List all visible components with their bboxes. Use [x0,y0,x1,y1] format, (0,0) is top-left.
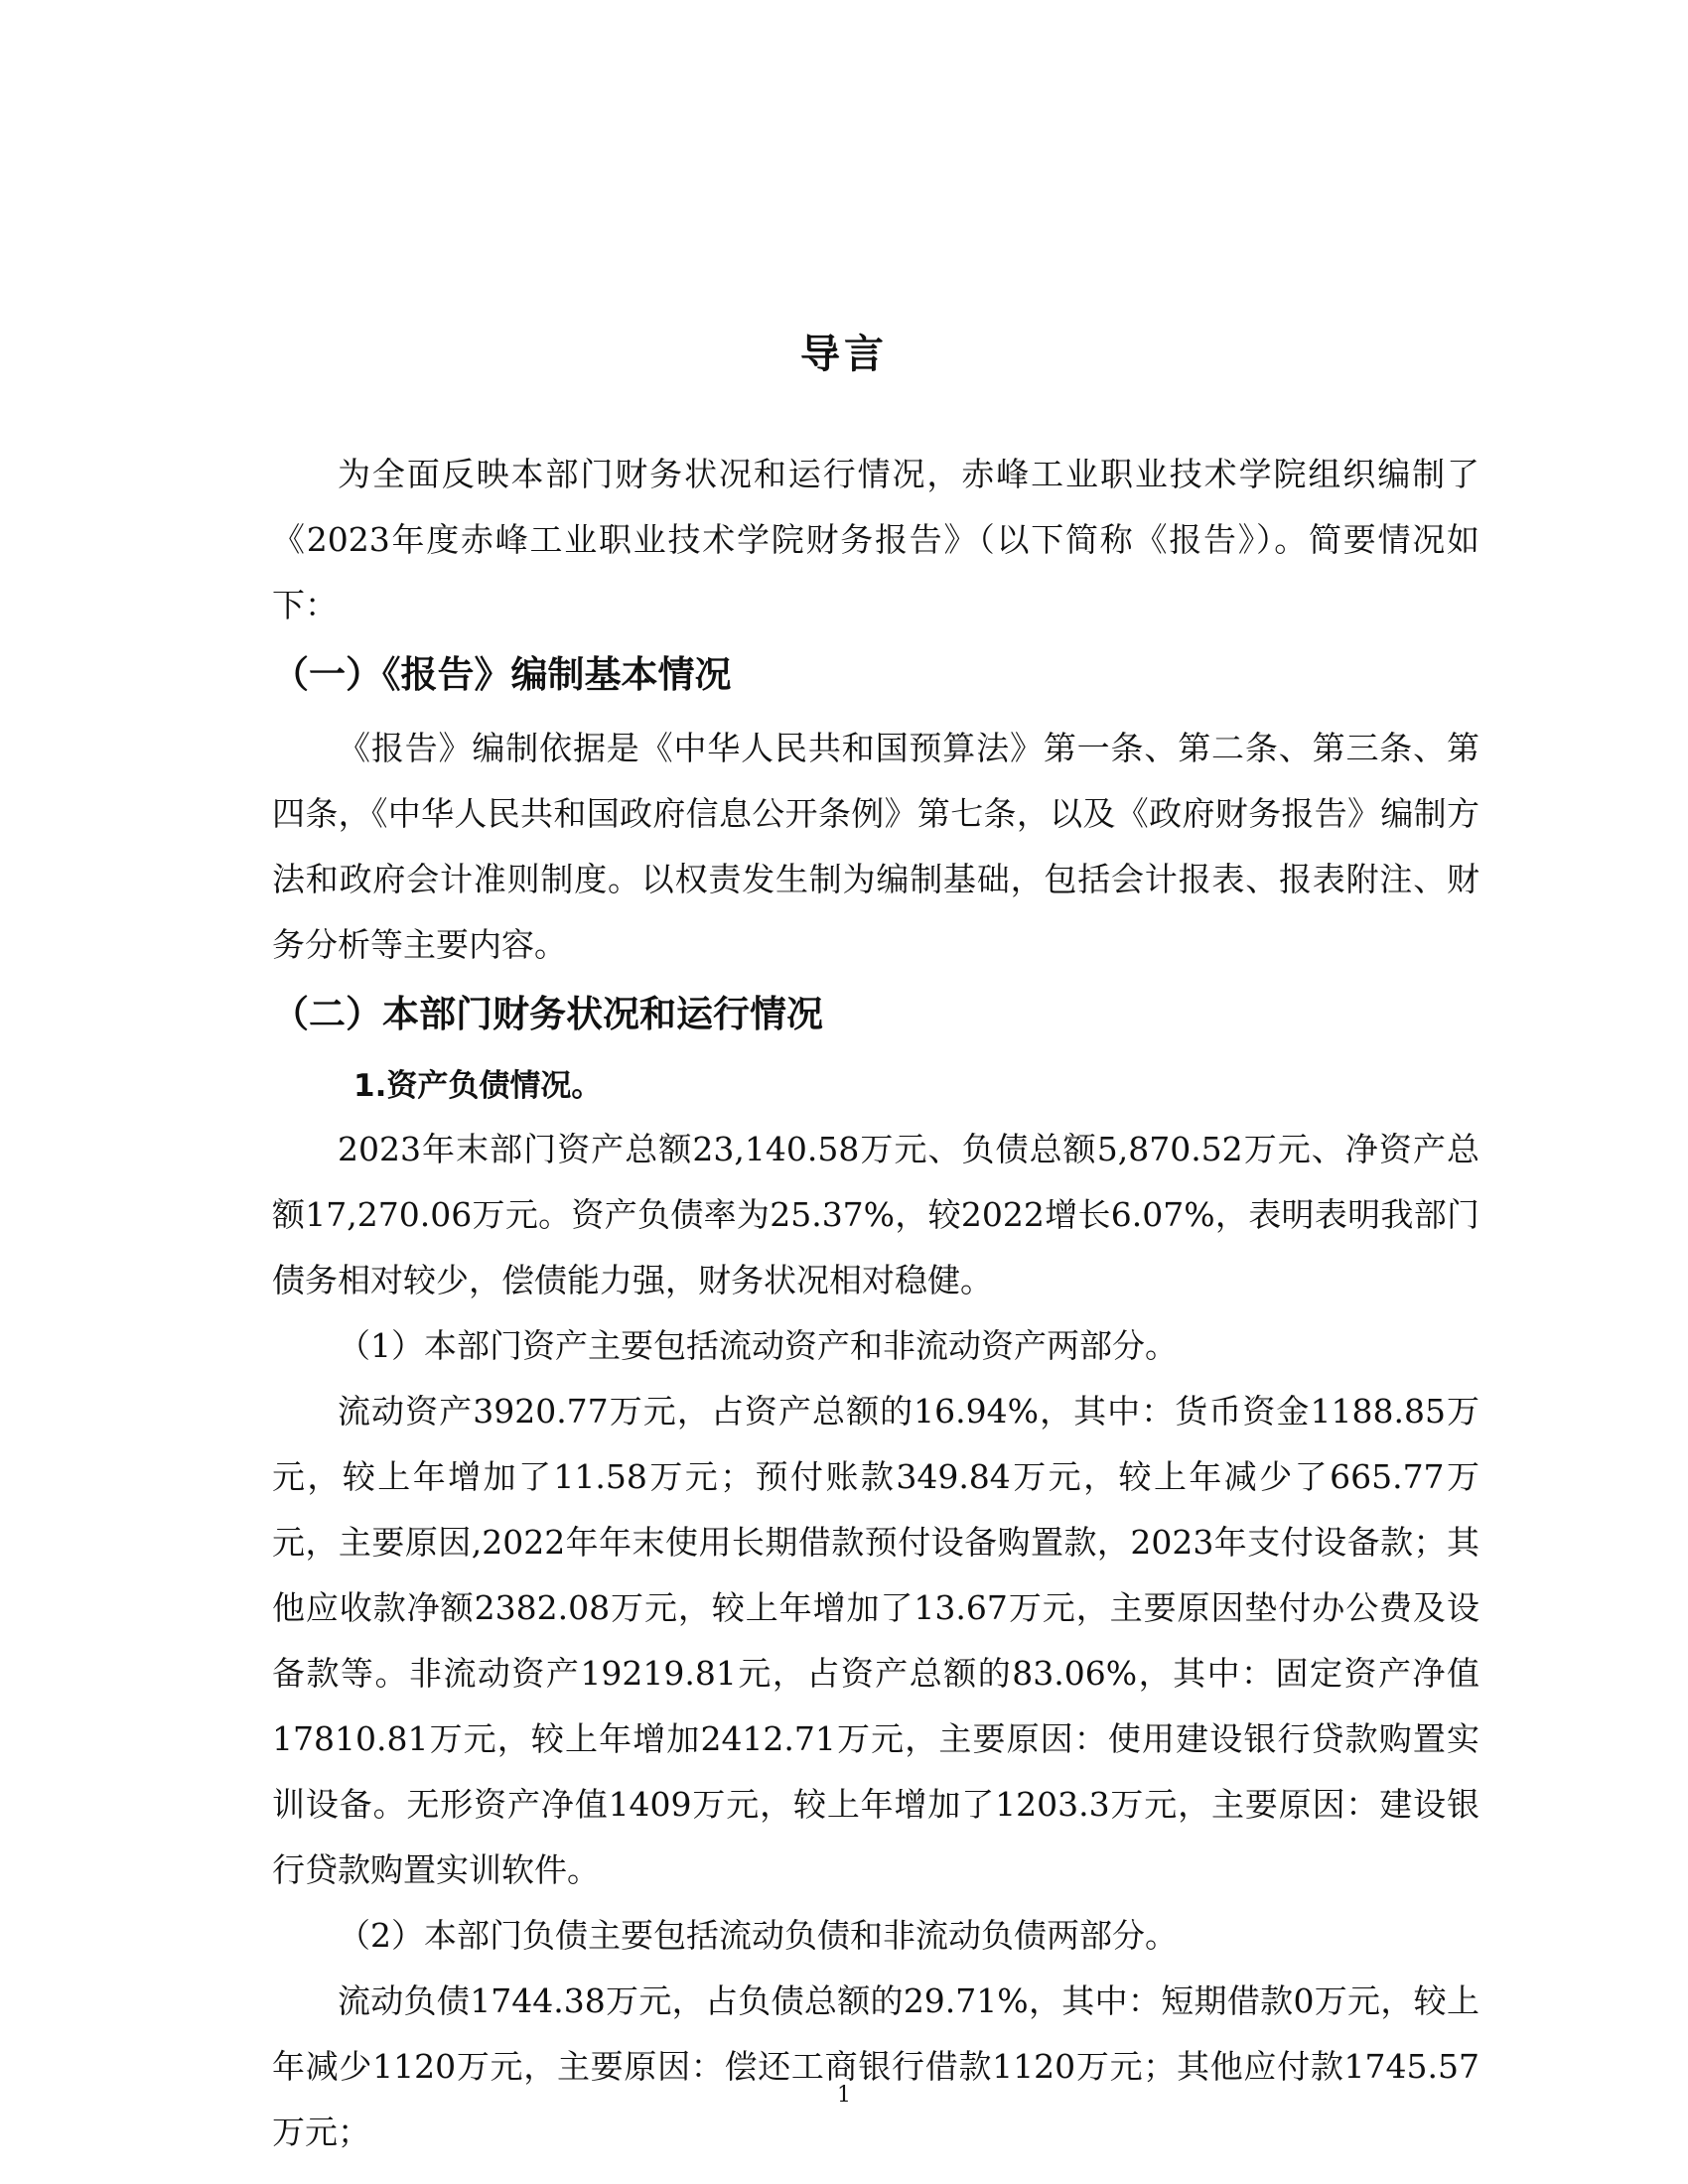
assets-intro-paragraph: （1）本部门资产主要包括流动资产和非流动资产两部分。 [338,1326,1178,1365]
section-1-paragraph: 《报告》编制依据是《中华人民共和国预算法》第一条、第二条、第三条、第四条，《中华人民共和国政府信息公开条例》第七条，以及《政府财务报告》编制方法和政府会计准则制度。以权责发生制为编制基础，包括会计报表、报表附注、财务分析等主要内容。 [272,729,1479,964]
assets-detail-paragraph: 流动资产3920.77万元，占资产总额的16.94%，其中：货币资金1188.85万元，较上年增加了11.58万元；预付账款349.84万元，较上年减少了665.77万元，主要原因,2022年年末使用长期借款预付设备购置款，2023年支付设备款；其他应收款净额2382.08万元，较上年增加了13.67万元，主要原因垫付办公费及设备款等。非流动资产19219.81元，占资产总额的83.06%，其中：固定资产净值17810.81万元，较上年增加2412.71万元，主要原因：使用建设银行贷款购置实训设备。无形资产净值1409万元，较上年增加了1203.3万元，主要原因：建设银行贷款购置实训软件。 [272,1392,1479,1889]
document-body [272,442,1479,2165]
section-2-heading: （二）本部门财务状况和运行情况 [272,993,823,1035]
subsection-1-heading: 1.资产负债情况。 [353,1068,603,1104]
assets-liabilities-paragraph: 2023年末部门资产总额23,140.58万元、负债总额5,870.52万元、净资产总额17,270.06万元。资产负债率为25.37%，较2022增长6.07%，表明表明我部门债务相对较少，偿债能力强，财务状况相对稳健。 [272,1130,1479,1299]
page-number: 1 [837,2083,851,2108]
liabilities-detail-paragraph: 流动负债1744.38万元，占负债总额的29.71%，其中：短期借款0万元，较上年减少1120万元，主要原因：偿还工商银行借款1120万元；其他应付款1745.57万元； [272,1981,1479,2151]
page-title: 导言 [800,332,888,377]
liabilities-intro-paragraph: （2）本部门负债主要包括流动负债和非流动负债两部分。 [338,1916,1178,1955]
intro-paragraph: 为全面反映本部门财务状况和运行情况，赤峰工业职业技术学院组织编制了《2023年度赤峰工业职业技术学院财务报告》（以下简称《报告》）。简要情况如下： [272,455,1479,624]
section-1-heading: （一）《报告》编制基本情况 [272,653,732,696]
